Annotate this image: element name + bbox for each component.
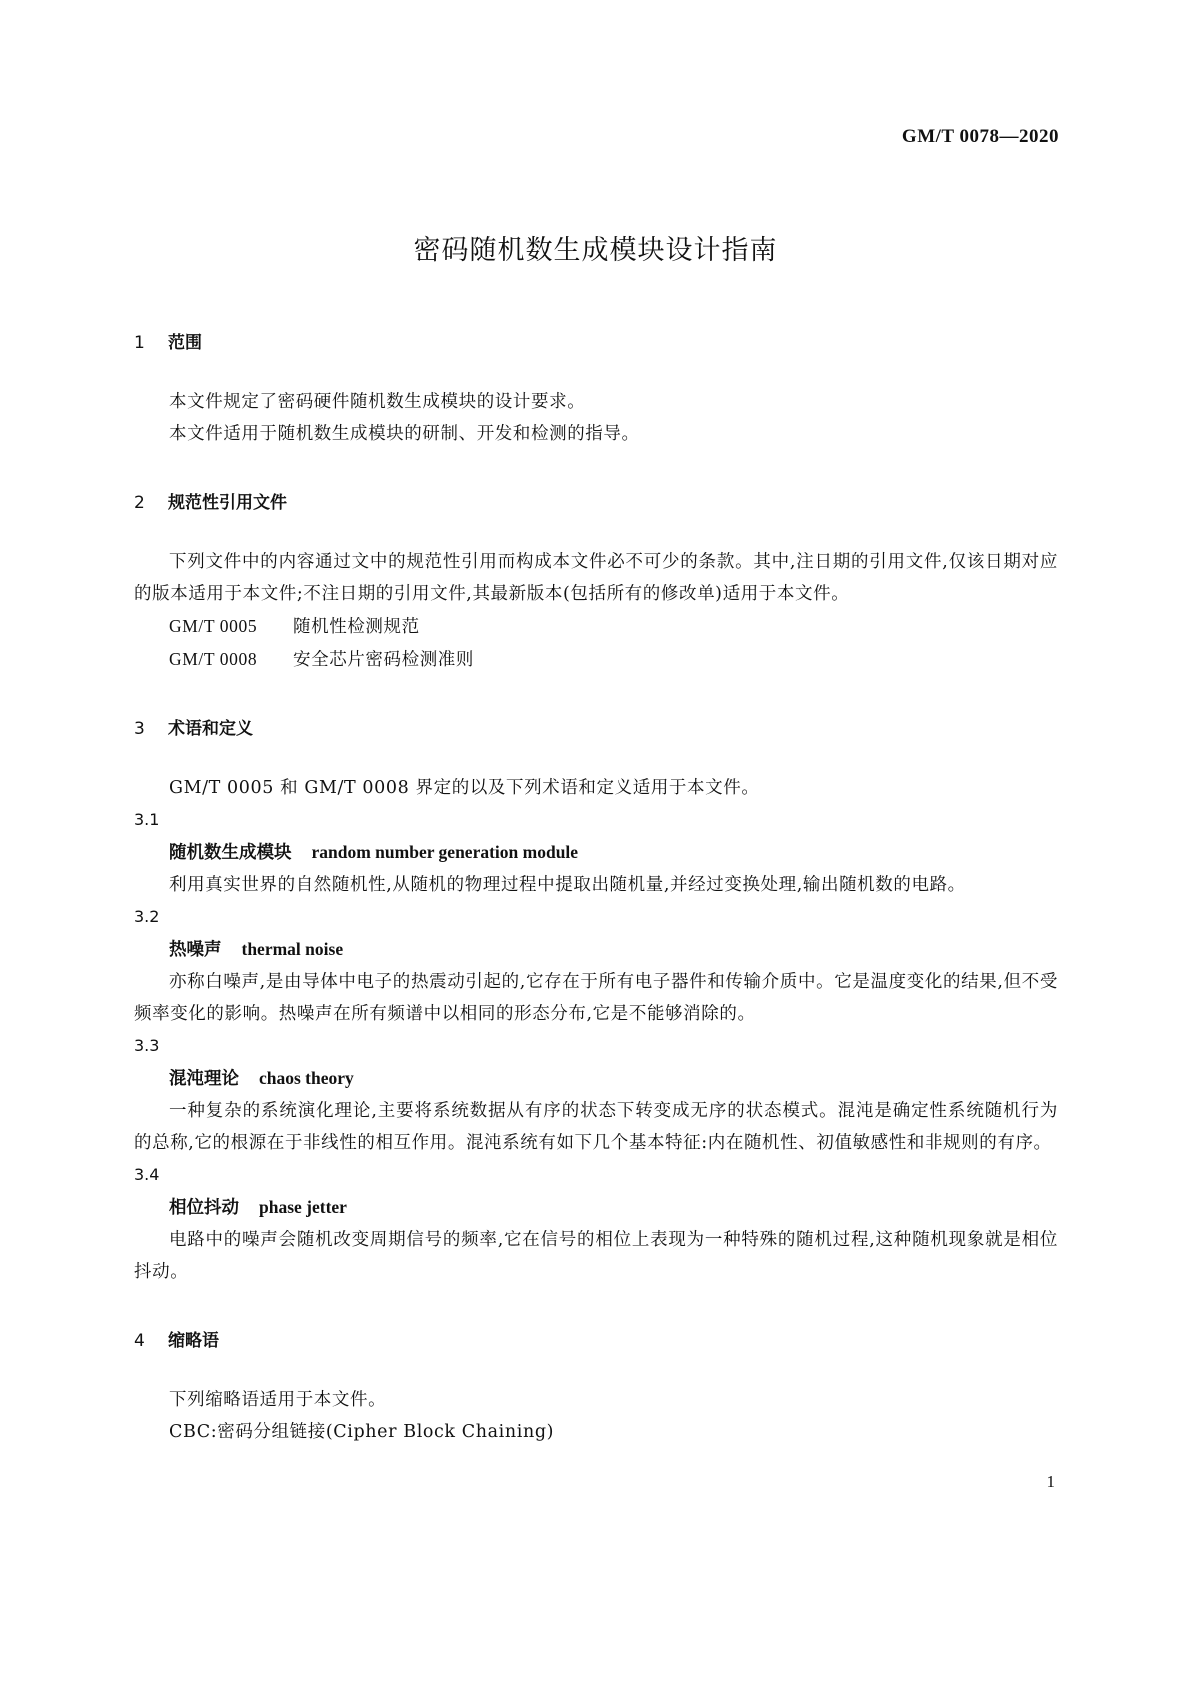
page-number: 1 [1046,1472,1055,1491]
paragraph: 下列文件中的内容通过文中的规范性引用而构成本文件必不可少的条款。其中,注日期的引用文件,仅该日期对应的版本适用于本文件;不注日期的引用文件,其最新版本(包括所有的修改单)适用于本文件。 [134,552,1058,604]
term-number: 3.2 [134,907,160,926]
term-name-zh: 相位抖动 [169,1198,239,1218]
section-heading-scope [134,330,1058,356]
term-number: 3.4 [134,1165,160,1184]
paragraph: 下列缩略语适用于本文件。 [169,1390,387,1410]
term-definition: 电路中的噪声会随机改变周期信号的频率,它在信号的相位上表现为一种特殊的随机过程,这种随机现象就是相位抖动。 [134,1230,1058,1282]
section-number: 1 [134,333,145,353]
document-title: 密码随机数生成模块设计指南 [413,235,778,266]
reference-code: GM/T 0008 [169,649,258,669]
reference-code: GM/T 0005 [169,616,258,636]
term-name-zh: 随机数生成模块 [169,843,292,863]
paragraph: GM/T 0005 和 GM/T 0008 界定的以及下列术语和定义适用于本文件。 [169,778,760,798]
term-definition: 利用真实世界的自然随机性,从随机的物理过程中提取出随机量,并经过变换处理,输出随机数的电路。 [169,875,966,895]
section-heading-normative-references [134,490,1058,516]
term-name-en: phase jetter [259,1197,347,1217]
section-title: 范围 [168,333,202,353]
document-body [134,330,1058,1448]
term-number: 3.1 [134,810,160,829]
section-title: 规范性引用文件 [168,493,287,513]
term-definition: 一种复杂的系统演化理论,主要将系统数据从有序的状态下转变成无序的状态模式。混沌是确定性系统随机行为的总称,它的根源在于非线性的相互作用。混沌系统有如下几个基本特征:内在随机性、初值敏感性和非规则的有序。 [134,1101,1058,1153]
term-name-zh: 混沌理论 [169,1069,239,1089]
section-number: 3 [134,719,145,739]
section-number: 4 [134,1331,145,1351]
section-heading-terms [134,716,1058,742]
term-name [134,933,1058,966]
term-name [134,836,1058,869]
reference-item [134,610,1058,643]
term-name-en: random number generation module [311,842,579,862]
term-name-zh: 热噪声 [169,940,222,960]
section-title: 缩略语 [168,1331,219,1351]
reference-title: 随机性检测规范 [293,617,420,637]
term-name [134,1191,1058,1224]
abbreviation-item: CBC:密码分组链接(Cipher Block Chaining) [169,1422,555,1442]
document-code: GM/T 0078—2020 [901,126,1059,147]
section-title: 术语和定义 [168,719,253,739]
term-name-en: chaos theory [259,1068,354,1088]
term-number: 3.3 [134,1036,160,1055]
term-definition: 亦称白噪声,是由导体中电子的热震动引起的,它存在于所有电子器件和传输介质中。它是温度变化的结果,但不受频率变化的影响。热噪声在所有频谱中以相同的形态分布,它是不能够消除的。 [134,972,1058,1024]
term-name-en: thermal noise [241,939,344,959]
section-number: 2 [134,493,145,513]
section-heading-abbreviations [134,1328,1058,1354]
paragraph: 本文件规定了密码硬件随机数生成模块的设计要求。 [169,392,586,412]
term-name [134,1062,1058,1095]
reference-item [134,643,1058,676]
paragraph: 本文件适用于随机数生成模块的研制、开发和检测的指导。 [169,424,640,444]
reference-title: 安全芯片密码检测准则 [293,650,474,670]
